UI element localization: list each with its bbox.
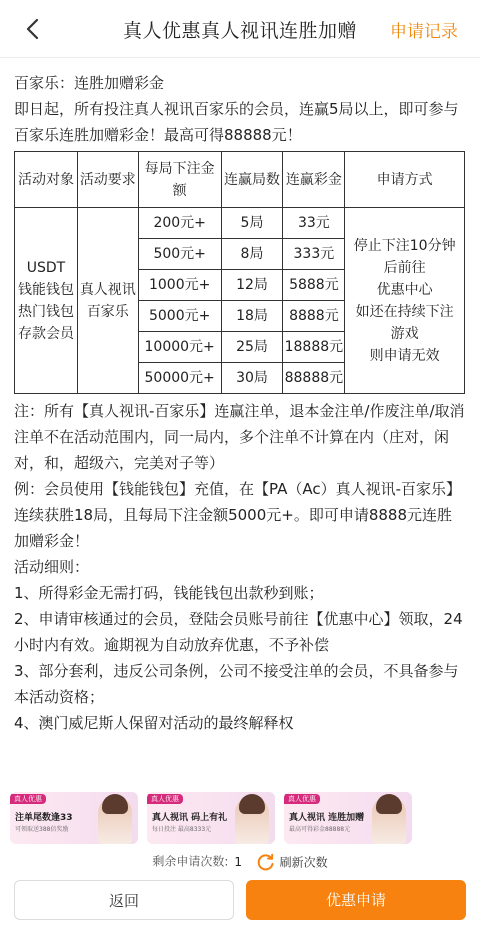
banner-subtitle: 可领取送388倍奖励 (15, 826, 69, 833)
detail-item: 4、澳门威尼斯人保留对活动的最终解释权 (14, 714, 294, 732)
intro-text: 即日起，所有投注真人视讯百家乐的会员，连赢5局以上，即可参与百家乐连胜加赠彩金！最高可得88888元！ (14, 100, 459, 144)
remaining-count-row (0, 852, 480, 872)
note-text: 注：所有【真人视讯-百家乐】连赢注单，退本金注单/作废注单/取消注单不在活动范围内，同一局内，多个注单不计算在内（庄对，闲对，和，超级六，完美对子等） (14, 402, 465, 472)
bet-cell: 500元+ (138, 239, 221, 270)
banner-model-hair (239, 794, 265, 814)
bonus-cell: 18888元 (283, 332, 345, 363)
table-header-cell: 申请方式 (345, 152, 465, 208)
wins-cell: 30局 (221, 363, 283, 394)
remaining-count: 1 (234, 854, 242, 869)
refresh-count-button[interactable] (256, 852, 328, 872)
banner-model-hair (102, 794, 128, 814)
banner-subtitle: 最高可得彩金88888元 (289, 826, 351, 833)
bonus-cell: 5888元 (283, 270, 345, 301)
details-title: 活动细则： (14, 558, 90, 576)
refresh-icon (256, 852, 276, 872)
banner-title: 注单尾数逢33 (15, 813, 73, 823)
table-row (15, 208, 465, 239)
bonus-cell: 333元 (283, 239, 345, 270)
banner-tag: 真人优惠 (10, 794, 46, 804)
banner-model-hair (376, 794, 402, 814)
intro-title: 百家乐：连胜加赠彩金 (14, 74, 165, 92)
rules-table (14, 151, 465, 394)
bet-cell: 200元+ (138, 208, 221, 239)
detail-item: 3、部分套利，违反公司条例，公司不接受注单的会员，不具备参与本活动资格； (14, 662, 459, 706)
table-header-cell: 活动对象 (15, 152, 78, 208)
banner-title: 真人视讯 连胜加赠 (289, 813, 365, 823)
bet-cell: 1000元+ (138, 270, 221, 301)
page-title: 真人优惠真人视讯连胜加赠 (122, 20, 357, 42)
table-header-cell: 连赢彩金 (283, 152, 345, 208)
banner-tag: 真人优惠 (284, 794, 320, 804)
wins-cell: 8局 (221, 239, 283, 270)
target-cell: USDT 钱能钱包 热门钱包 存款会员 (15, 208, 78, 394)
bonus-cell: 88888元 (283, 363, 345, 394)
bonus-cell: 8888元 (283, 301, 345, 332)
wins-cell: 5局 (221, 208, 283, 239)
table-header-row (15, 152, 465, 208)
table-header-cell: 每局下注金额 (138, 152, 221, 208)
bet-cell: 10000元+ (138, 332, 221, 363)
remaining-label: 剩余申请次数: (152, 854, 229, 869)
bonus-cell: 33元 (283, 208, 345, 239)
wins-cell: 12局 (221, 270, 283, 301)
apply-promo-button[interactable]: 优惠申请 (246, 880, 466, 920)
table-header-cell: 连赢局数 (221, 152, 283, 208)
table-header-cell: 活动要求 (77, 152, 138, 208)
promo-banner-strip (10, 792, 470, 844)
example-text: 例：会员使用【钱能钱包】充值，在【PA（Ac）真人视讯-百家乐】连续获胜18局，且每局下注金额5000元+。即可申请8888元连胜加赠彩金！ (14, 480, 462, 550)
requirement-cell: 真人视讯 百家乐 (77, 208, 138, 394)
method-cell: 停止下注10分钟 后前往 优惠中心 如还在持续下注 游戏 则申请无效 (345, 208, 465, 394)
apply-record-link[interactable]: 申请记录 (390, 22, 458, 42)
promo-banner[interactable] (10, 792, 138, 844)
header (0, 0, 480, 58)
bet-cell: 50000元+ (138, 363, 221, 394)
banner-title: 真人视讯 码上有礼 (152, 813, 228, 823)
wins-cell: 18局 (221, 301, 283, 332)
promo-banner[interactable] (147, 792, 275, 844)
detail-item: 2、申请审核通过的会员，登陆会员账号前往【优惠中心】领取，24小时内有效。逾期视为自动放弃优惠，不予补偿 (14, 610, 463, 654)
banner-tag: 真人优惠 (147, 794, 183, 804)
wins-cell: 25局 (221, 332, 283, 363)
bet-cell: 5000元+ (138, 301, 221, 332)
promo-banner[interactable] (284, 792, 412, 844)
detail-item: 1、所得彩金无需打码，钱能钱包出款秒到账； (14, 584, 324, 602)
bottom-action-bar (14, 880, 466, 920)
back-button[interactable]: 返回 (14, 880, 234, 920)
refresh-label: 刷新次数 (279, 855, 328, 870)
promo-content (14, 70, 466, 736)
banner-subtitle: 每日投注 最高8333元 (152, 826, 212, 833)
